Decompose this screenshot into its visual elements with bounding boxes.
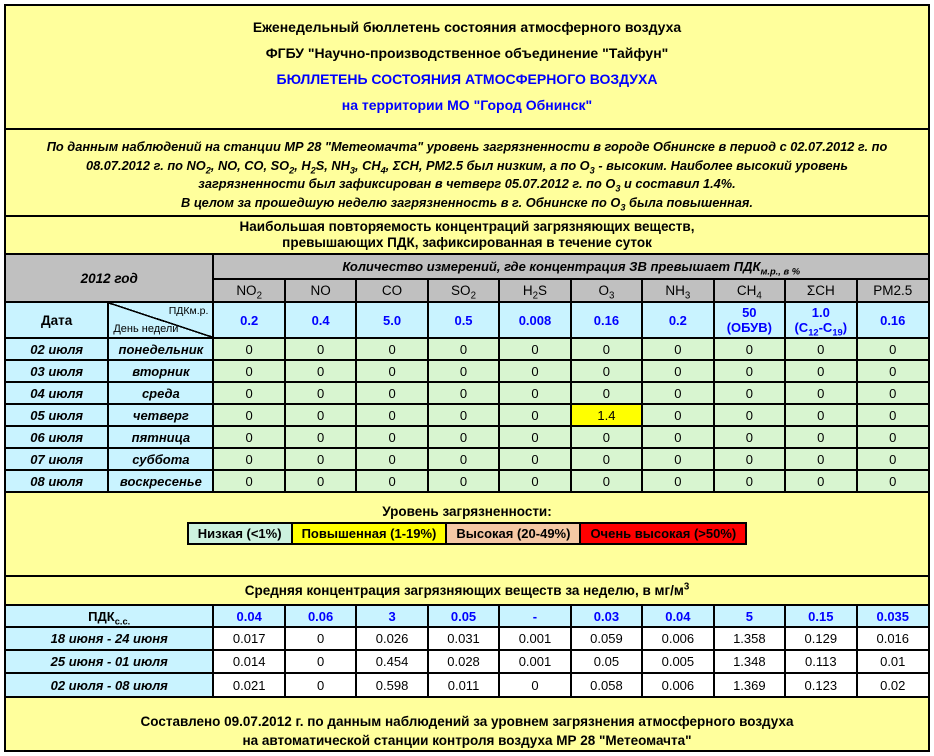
date-cell: 08 июля [6, 470, 108, 492]
pdk-ss-value-8: 5 [714, 605, 785, 627]
measurement-cell: 0 [571, 426, 642, 448]
bulletin-sheet [4, 4, 930, 752]
pdk-mr-value-10: 0.16 [857, 302, 929, 338]
table1-caption-line-1: Наибольшая повторяемость концентраций загрязняющих веществ, [239, 219, 695, 234]
measurement-cell: 0 [571, 470, 642, 492]
table2-body [6, 627, 928, 696]
year-header: 2012 год [6, 254, 213, 302]
pdk-ss-label: $ПДК_{с.с.}$ [6, 605, 213, 627]
pdk-mr-label: ПДКм.р. [168, 305, 209, 317]
table1-row-3 [6, 382, 928, 404]
legend-title: Уровень загрязненности: [382, 504, 552, 519]
legend-item-1: Низкая (<1%) [187, 522, 293, 545]
table1-body [6, 338, 928, 492]
pollutant-header-6: $O_3$ [571, 279, 642, 302]
table1-row-5 [6, 426, 928, 448]
pdk-ss-value-2: 0.06 [285, 605, 356, 627]
table1-row-2 [6, 360, 928, 382]
measurement-cell: 0 [213, 382, 284, 404]
pdk-ss-value-4: 0.05 [428, 605, 499, 627]
pdk-mr-value-6: 0.16 [571, 302, 642, 338]
table1-row-6 [6, 448, 928, 470]
avg-concentration-cell: 0.059 [571, 627, 642, 650]
pdk-mr-value-8: 50 (ОБУВ) [714, 302, 785, 338]
weekday-cell: понедельник [108, 338, 213, 360]
pollutant-header-2: NO [285, 279, 356, 302]
pollutant-header-4: $SO_2$ [428, 279, 499, 302]
avg-concentration-cell: 0 [499, 673, 570, 696]
table1-group-header-row [6, 254, 928, 279]
avg-concentration-cell: 0.026 [356, 627, 427, 650]
table2-title-row [6, 576, 928, 605]
measurement-cell: 0 [571, 448, 642, 470]
highlighted-measurement-cell: 1.4 [571, 404, 642, 426]
avg-concentration-cell: 0.058 [571, 673, 642, 696]
measurement-cell: 0 [857, 382, 929, 404]
measurement-cell: 0 [356, 404, 427, 426]
measurement-cell: 0 [714, 404, 785, 426]
measurement-cell: 0 [213, 470, 284, 492]
date-column-header: Дата [6, 302, 108, 338]
measurement-cell: 0 [285, 404, 356, 426]
pdk-mr-value-5: 0.008 [499, 302, 570, 338]
measurement-cell: 0 [356, 360, 427, 382]
avg-concentration-cell: 1.358 [714, 627, 785, 650]
weekday-cell: вторник [108, 360, 213, 382]
summary-line-4: В целом за прошедшую неделю загрязненность в г. Обнинске по $O_3$ была повышенная. [181, 194, 753, 213]
avg-concentration-cell: 0.05 [571, 650, 642, 673]
pdk-ss-value-10: 0.035 [857, 605, 928, 627]
avg-concentration-cell: 0.001 [499, 627, 570, 650]
pdk-mr-row [6, 302, 928, 338]
legend-item-2: Повышенная (1-19%) [291, 522, 448, 545]
measurement-cell: 0 [213, 338, 284, 360]
measurement-cell: 0 [642, 338, 713, 360]
footer-line-2: на автоматической станции контроля воздуха МР 28 "Метеомачта" [242, 733, 692, 748]
measurement-cell: 0 [642, 360, 713, 382]
measurement-cell: 0 [428, 470, 499, 492]
avg-concentration-cell: 0.113 [785, 650, 856, 673]
pollutant-header-8: $CH_4$ [714, 279, 785, 302]
pdk-mr-value-4: 0.5 [428, 302, 499, 338]
measurement-cell: 0 [714, 448, 785, 470]
measurement-cell: 0 [285, 426, 356, 448]
measurement-cell: 0 [499, 382, 570, 404]
measurement-cell: 0 [285, 382, 356, 404]
measurements-group-header: Количество измерений, где концентрация ЗВ превышает $ПДК_{м.р., в \%}$ [213, 254, 928, 279]
avg-concentration-cell: 0.005 [642, 650, 713, 673]
measurement-cell: 0 [499, 360, 570, 382]
measurement-cell: 0 [785, 360, 856, 382]
territory-subtitle: на территории МО "Город Обнинск" [341, 97, 593, 113]
measurement-cell: 0 [785, 426, 856, 448]
table2-row-3 [6, 673, 928, 696]
weekly-bulletin-title: Еженедельный бюллетень состояния атмосферного воздуха [252, 19, 682, 35]
pollutant-header-10: PM2.5 [857, 279, 929, 302]
diagonal-split-header [108, 302, 213, 338]
table2-row-2 [6, 650, 928, 673]
measurement-cell: 0 [428, 338, 499, 360]
avg-concentration-cell: 0.017 [213, 627, 284, 650]
measurement-cell: 0 [642, 382, 713, 404]
measurement-cell: 0 [499, 426, 570, 448]
legend-row [6, 522, 928, 545]
footer [6, 696, 928, 750]
pdk-ss-value-1: 0.04 [213, 605, 284, 627]
avg-concentration-cell: 0.016 [857, 627, 928, 650]
week-range-cell: 25 июня - 01 июля [6, 650, 213, 673]
pollutant-header-5: $H_2S$ [499, 279, 570, 302]
weekday-cell: суббота [108, 448, 213, 470]
measurement-cell: 0 [785, 338, 856, 360]
measurement-cell: 0 [499, 470, 570, 492]
measurement-cell: 0 [571, 360, 642, 382]
pdk-ss-value-9: 0.15 [785, 605, 856, 627]
avg-concentration-cell: 0.001 [499, 650, 570, 673]
measurement-cell: 0 [642, 448, 713, 470]
average-concentration-table [6, 575, 928, 696]
avg-concentration-cell: 0 [285, 650, 356, 673]
measurement-cell: 0 [213, 360, 284, 382]
measurement-cell: 0 [785, 382, 856, 404]
measurement-cell: 0 [714, 338, 785, 360]
pollutant-header-1: $NO_2$ [213, 279, 284, 302]
summary-line-2: 08.07.2012 г. по $NO_2$, NO, CO, $SO_2$, $H_2S$, $NH_3$, $CH_4$, ΣCH, PM2.5 был низким, а по $O_3$ - высоким. Наиболее высокий уровень [85, 157, 848, 176]
pdk-mr-value-7: 0.2 [642, 302, 713, 338]
measurement-cell: 0 [714, 470, 785, 492]
date-cell: 03 июля [6, 360, 108, 382]
avg-concentration-cell: 0.129 [785, 627, 856, 650]
measurement-cell: 0 [714, 426, 785, 448]
measurement-cell: 0 [785, 448, 856, 470]
avg-concentration-cell: 0.01 [857, 650, 928, 673]
measurement-cell: 0 [428, 404, 499, 426]
measurement-cell: 0 [285, 448, 356, 470]
measurement-cell: 0 [356, 382, 427, 404]
week-range-cell: 18 июня - 24 июня [6, 627, 213, 650]
measurement-cell: 0 [285, 338, 356, 360]
measurement-cell: 0 [857, 470, 929, 492]
pdk-ss-value-3: 3 [356, 605, 427, 627]
measurement-cell: 0 [714, 360, 785, 382]
weekday-cell: среда [108, 382, 213, 404]
organization-name: ФГБУ "Научно-производственное объединение "Тайфун" [265, 45, 669, 61]
measurement-cell: 0 [785, 404, 856, 426]
table2-title: Средняя концентрация загрязняющих веществ за неделю, в $мг/м^3$ [6, 576, 928, 605]
date-cell: 06 июля [6, 426, 108, 448]
avg-concentration-cell: 0.598 [356, 673, 427, 696]
summary-paragraph [6, 128, 928, 215]
measurement-cell: 0 [356, 426, 427, 448]
date-cell: 07 июля [6, 448, 108, 470]
measurement-cell: 0 [285, 360, 356, 382]
header [6, 6, 928, 128]
footer-line-1: Составлено 09.07.2012 г. по данным наблюдений за уровнем загрязнения атмосферного воздуха [140, 714, 794, 729]
measurement-cell: 0 [857, 448, 929, 470]
bulletin-main-title: БЮЛЛЕТЕНЬ СОСТОЯНИЯ АТМОСФЕРНОГО ВОЗДУХА [276, 71, 658, 87]
table1-caption [6, 215, 928, 253]
pdk-mr-value-3: 5.0 [356, 302, 427, 338]
weekday-cell: четверг [108, 404, 213, 426]
pdk-ss-value-7: 0.04 [642, 605, 713, 627]
pollution-level-legend [6, 493, 928, 575]
weekday-cell: пятница [108, 426, 213, 448]
pdk-mr-value-9: 1.0 $(C_{12}-C_{19})$ [785, 302, 856, 338]
measurement-cell: 0 [857, 360, 929, 382]
measurement-cell: 0 [642, 426, 713, 448]
avg-concentration-cell: 0.006 [642, 627, 713, 650]
measurement-cell: 0 [857, 338, 929, 360]
table1-row-4 [6, 404, 928, 426]
pdk-ss-value-5: - [499, 605, 570, 627]
measurement-cell: 0 [428, 426, 499, 448]
avg-concentration-cell: 0.011 [428, 673, 499, 696]
pollutant-header-9: ΣCH [785, 279, 856, 302]
measurement-cell: 0 [857, 404, 929, 426]
avg-concentration-cell: 1.369 [714, 673, 785, 696]
avg-concentration-cell: 0.014 [213, 650, 284, 673]
avg-concentration-cell: 0.031 [428, 627, 499, 650]
measurement-cell: 0 [499, 404, 570, 426]
measurement-cell: 0 [428, 360, 499, 382]
measurement-cell: 0 [356, 338, 427, 360]
pollutant-header-3: CO [356, 279, 427, 302]
measurement-cell: 0 [213, 448, 284, 470]
date-cell: 02 июля [6, 338, 108, 360]
pdk-mr-value-1: 0.2 [213, 302, 284, 338]
avg-concentration-cell: 0.028 [428, 650, 499, 673]
legend-item-3: Высокая (20-49%) [445, 522, 581, 545]
measurement-cell: 0 [285, 470, 356, 492]
avg-concentration-cell: 0 [285, 673, 356, 696]
week-range-cell: 02 июля - 08 июля [6, 673, 213, 696]
measurement-cell: 0 [857, 426, 929, 448]
avg-concentration-cell: 1.348 [714, 650, 785, 673]
avg-concentration-cell: 0.123 [785, 673, 856, 696]
measurement-cell: 0 [714, 382, 785, 404]
weekday-label: День недели [113, 323, 179, 335]
measurement-cell: 0 [785, 470, 856, 492]
measurement-cell: 0 [428, 448, 499, 470]
pollutant-header-7: $NH_3$ [642, 279, 713, 302]
measurement-cell: 0 [499, 448, 570, 470]
avg-concentration-cell: 0.006 [642, 673, 713, 696]
date-cell: 04 июля [6, 382, 108, 404]
summary-line-1: По данным наблюдений на станции МР 28 "Метеомачта" уровень загрязненности в городе Обнинске в период с 02.07.2012 г. по [46, 139, 888, 154]
date-cell: 05 июля [6, 404, 108, 426]
measurement-cell: 0 [356, 448, 427, 470]
table1-row-1 [6, 338, 928, 360]
measurement-cell: 0 [213, 404, 284, 426]
measurement-cell: 0 [213, 426, 284, 448]
exceedance-frequency-table [6, 253, 928, 493]
pdk-ss-value-6: 0.03 [571, 605, 642, 627]
pdk-ss-row [6, 605, 928, 627]
measurement-cell: 0 [499, 338, 570, 360]
avg-concentration-cell: 0.021 [213, 673, 284, 696]
table2-row-1 [6, 627, 928, 650]
measurement-cell: 0 [571, 382, 642, 404]
avg-concentration-cell: 0.02 [857, 673, 928, 696]
pdk-mr-value-2: 0.4 [285, 302, 356, 338]
table1-caption-line-2: превышающих ПДК, зафиксированная в течение суток [282, 235, 652, 250]
measurement-cell: 0 [356, 470, 427, 492]
weekday-cell: воскресенье [108, 470, 213, 492]
avg-concentration-cell: 0 [285, 627, 356, 650]
measurement-cell: 0 [642, 470, 713, 492]
measurement-cell: 0 [428, 382, 499, 404]
summary-line-3: загрязненности был зафиксирован в четверг 05.07.2012 г. по $O_3$ и составил 1.4%. [198, 176, 736, 194]
table1-row-7 [6, 470, 928, 492]
measurement-cell: 0 [571, 338, 642, 360]
avg-concentration-cell: 0.454 [356, 650, 427, 673]
legend-item-4: Очень высокая (>50%) [579, 522, 747, 545]
measurement-cell: 0 [642, 404, 713, 426]
